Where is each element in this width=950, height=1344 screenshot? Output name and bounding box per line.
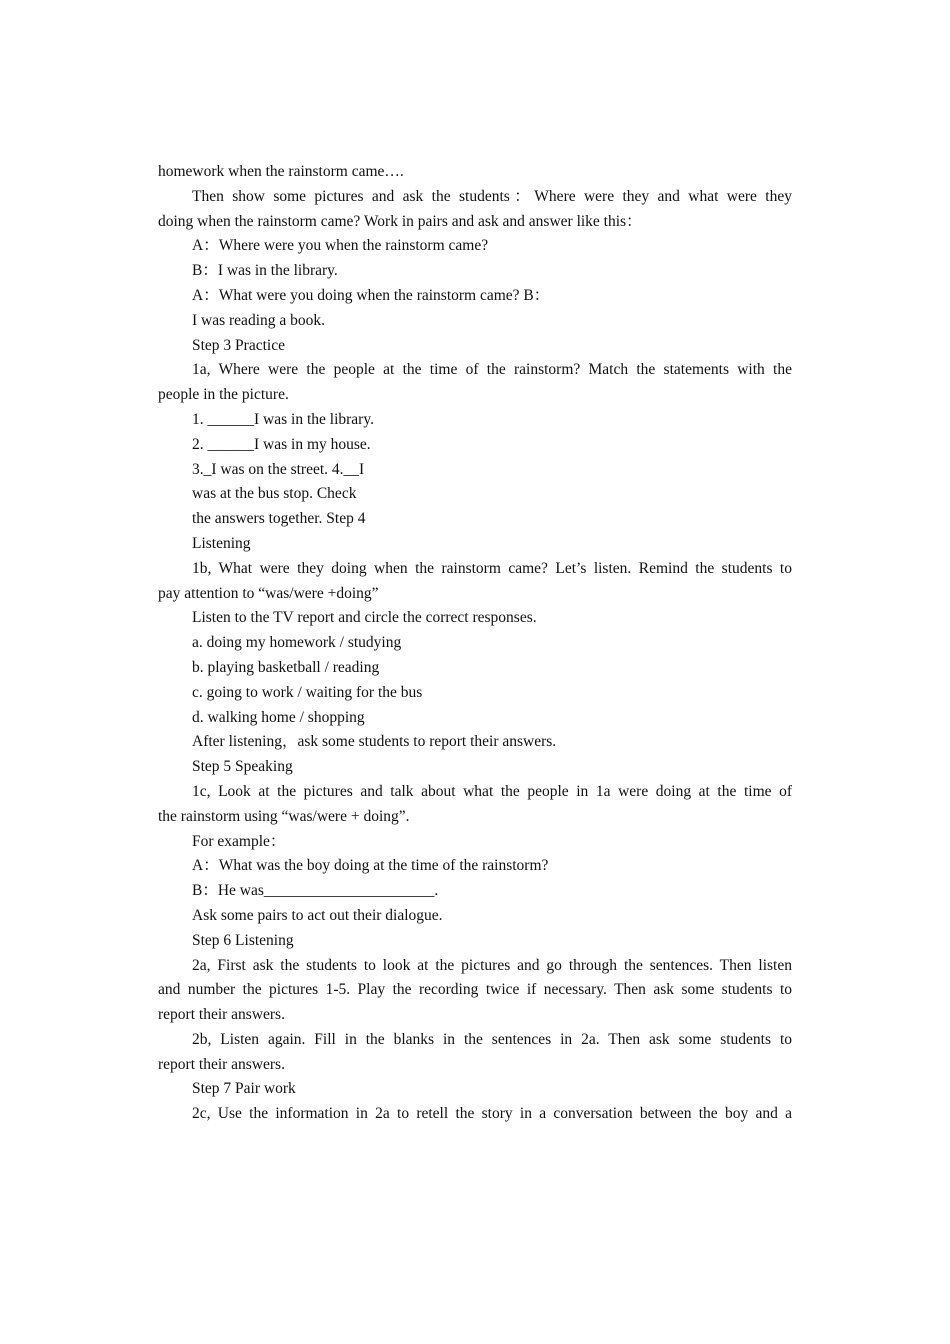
text-line: a. doing my homework / studying — [192, 634, 402, 652]
text-line: was at the bus stop. Check — [192, 485, 357, 503]
text-line: people in the picture. — [158, 386, 289, 404]
text-line: 1b, What were they doing when the rainstorm came? Let’s listen. Remind the students to — [192, 559, 792, 577]
text-line: Ask some pairs to act out their dialogue. — [192, 906, 443, 924]
text-line: A：What was the boy doing at the time of the rainstorm? — [192, 857, 549, 875]
text-line: 2c, Use the information in 2a to retell the story in a conversation between the boy and a — [192, 1105, 792, 1123]
text-line: 3._I was on the street. 4.__I — [192, 460, 365, 478]
text-line: Listening — [192, 534, 251, 552]
text-line: 2. ______I was in my house. — [192, 435, 371, 453]
text-line: Step 3 Practice — [192, 336, 285, 354]
text-line: report their answers. — [158, 1055, 285, 1073]
text-line: pay attention to “was/were +doing” — [158, 584, 379, 602]
text-line: d. walking home / shopping — [192, 708, 365, 726]
text-line: 2a, First ask the students to look at the pictures and go through the sentences. Then listen — [192, 956, 792, 974]
text-line: 1. ______I was in the library. — [192, 410, 374, 428]
text-line: the rainstorm using “was/were + doing”. — [158, 807, 410, 825]
text-line: B：I was in the library. — [192, 262, 338, 280]
text-line: c. going to work / waiting for the bus — [192, 683, 423, 701]
text-line: Step 5 Speaking — [192, 758, 293, 776]
text-line: I was reading a book. — [192, 311, 325, 329]
text-line: After listening，ask some students to report their answers. — [192, 733, 557, 751]
text-line: Step 6 Listening — [192, 931, 294, 949]
text-line: report their answers. — [158, 1006, 285, 1024]
text-line: and number the pictures 1-5. Play the recording twice if necessary. Then ask some students to — [158, 981, 792, 999]
text-line: Then show some pictures and ask the students：Where were they and what were they — [192, 187, 792, 205]
text-line: For example： — [192, 832, 286, 850]
text-line: 1c, Look at the pictures and talk about what the people in 1a were doing at the time of — [192, 782, 792, 800]
text-line: the answers together. Step 4 — [192, 510, 366, 528]
text-line: doing when the rainstorm came? Work in pairs and ask and answer like this： — [158, 212, 642, 230]
text-line: b. playing basketball / reading — [192, 658, 380, 676]
text-line: homework when the rainstorm came…. — [158, 163, 404, 180]
text-line: Step 7 Pair work — [192, 1080, 296, 1098]
text-line: A：What were you doing when the rainstorm came? B： — [192, 286, 550, 304]
text-line: 1a, Where were the people at the time of the rainstorm? Match the statements with the — [192, 361, 792, 379]
document-body — [158, 160, 792, 1127]
text-line: 2b, Listen again. Fill in the blanks in the sentences in 2a. Then ask some students to — [192, 1030, 792, 1048]
text-line: B：He was______________________. — [192, 882, 439, 900]
text-line: A：Where were you when the rainstorm came? — [192, 237, 489, 255]
text-line: Listen to the TV report and circle the correct responses. — [192, 609, 537, 627]
